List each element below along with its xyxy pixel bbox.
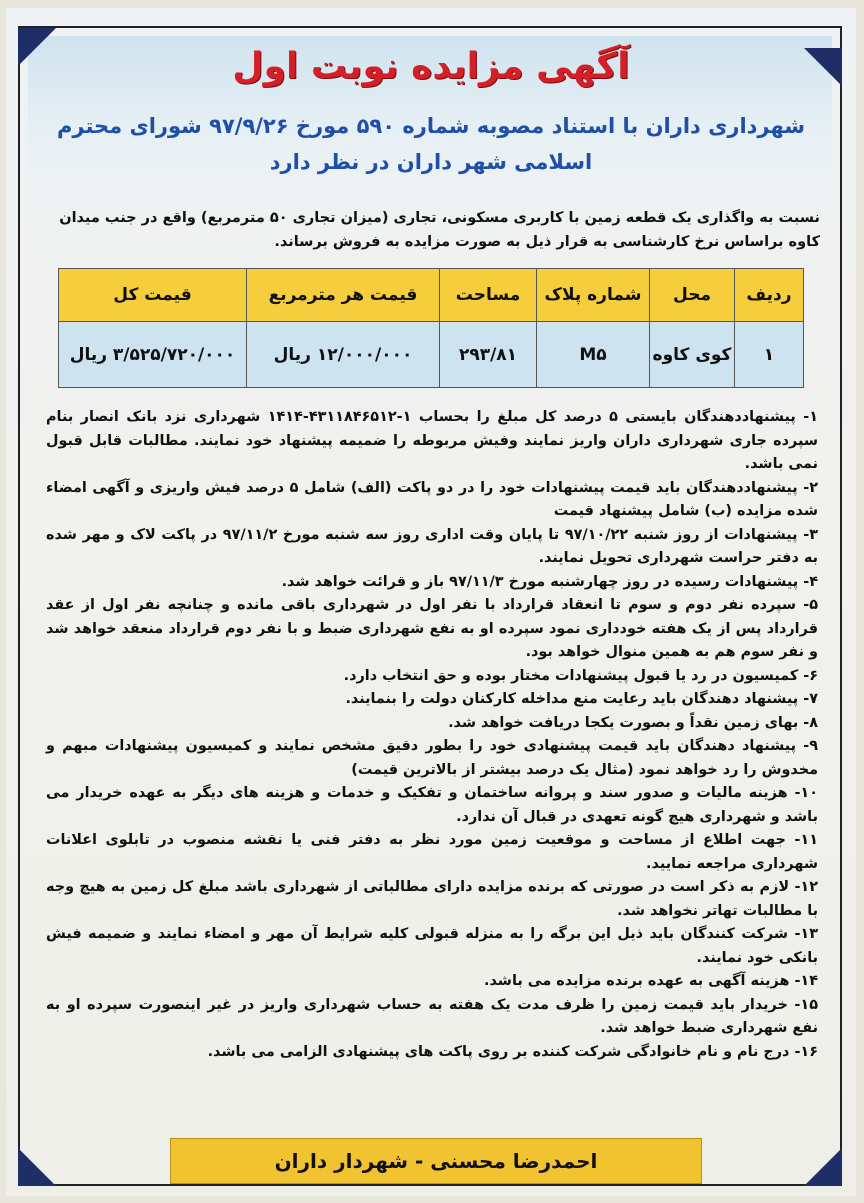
- term-item: ۱۱- جهت اطلاع از مساحت و موقعیت زمین مورد نظر به دفتر فنی یا نقشه منصوب در تابلوی اعلانات شهرداری مراجعه نمایید.: [46, 832, 818, 872]
- term-item: ۸- بهای زمین نقداً و بصورت یکجا دریافت خواهد شد.: [448, 714, 818, 731]
- col-header-unit-price: قیمت هر مترمربع: [247, 269, 440, 322]
- term-item: ۱۲- لازم به ذکر است در صورتی که برنده مزایده دارای مطالباتی از شهرداری باشد مبلغ کل زمین به هیچ وجه با مطالبات تهاتر نخواهد شد.: [46, 879, 818, 919]
- col-header-area: مساحت: [440, 269, 537, 322]
- col-header-row-number: ردیف: [735, 269, 804, 322]
- term-item: ۷- پیشنهاد دهندگان باید رعایت منع مداخله کارکنان دولت را بنمایند.: [345, 691, 818, 707]
- cell-total-price: ۳/۵۲۵/۷۲۰/۰۰۰ ریال: [59, 322, 247, 388]
- term-item: ۵- سپرده نفر دوم و سوم تا انعقاد قرارداد با نفر اول در شهرداری باقی مانده و چنانچه نفر اول از عقد قرارداد پس از یک هفته خودداری نمود سپرده او به نفع شهرداری ضبط و با نفر دوم قرارداد منعقد خواهد شد و نفر سوم هم به همین منوال خواهد بود.: [46, 597, 818, 660]
- corner-ornament-bottom-right: [804, 1148, 842, 1186]
- notice-page: [6, 8, 856, 1196]
- terms-list: [46, 406, 818, 1064]
- cell-plate: M۵: [537, 322, 650, 388]
- term-item: ۱۶- درج نام و نام خانوادگی شرکت کننده بر روی پاکت های پیشنهادی الزامی می باشد.: [207, 1043, 818, 1060]
- term-item: ۹- پیشنهاد دهندگان باید قیمت پیشنهادی خود را بطور دقیق مشخص نمایند و کمیسیون پیشنهادات مبهم و مخدوش را رد خواهد نمود (مثال یک درصد بیشتر از بالاترین قیمت): [46, 738, 818, 778]
- corner-ornament-bottom-left: [18, 1148, 56, 1186]
- signature-banner: احمدرضا محسنی - شهردار داران: [170, 1138, 702, 1184]
- col-header-total-price: قیمت کل: [59, 269, 247, 322]
- col-header-plate: شماره پلاک: [537, 269, 650, 322]
- term-item: ۳- پیشنهادات از روز شنبه ۹۷/۱۰/۲۲ تا پایان وقت اداری روز سه شنبه مورخ ۹۷/۱۱/۲ در پاکت لاک و مهر شده به دفتر حراست شهرداری تحویل نمایند.: [46, 526, 819, 566]
- term-item: ۴- پیشنهادات رسیده در روز چهارشنبه مورخ ۹۷/۱۱/۳ باز و قرائت خواهد شد.: [281, 573, 818, 590]
- table-header-row: [59, 269, 804, 322]
- notice-title: آگهی مزایده نوبت اول: [232, 46, 630, 87]
- notice-subtitle: شهرداری داران با استناد مصوبه شماره ۵۹۰ مورخ ۹۷/۹/۲۶ شورای محترم اسلامی شهر داران در نظر دارد: [57, 114, 805, 174]
- cell-row-number: ۱: [735, 322, 804, 388]
- cell-area: ۲۹۳/۸۱: [440, 322, 537, 388]
- term-item: ۲- پیشنهاددهندگان باید قیمت پیشنهادات خود را در دو پاکت (الف) شامل ۵ درصد فیش واریزی و آگهی امضاء شده مزایده (ب) شامل پیشنهاد قیمت: [46, 479, 818, 519]
- cell-unit-price: ۱۲/۰۰۰/۰۰۰ ریال: [247, 322, 440, 388]
- table-row: [59, 322, 804, 388]
- cell-location: کوی کاوه: [650, 322, 735, 388]
- term-item: ۱۰- هزینه مالیات و صدور سند و پروانه ساختمان و تفکیک و خدمات و هزینه های دیگر به عهده خریدار می باشد و شهرداری هیچ گونه تعهدی در قبال آن ندارد.: [46, 785, 818, 825]
- term-item: ۱۳- شرکت کنندگان باید ذیل این برگه را به منزله قبولی کلیه شرایط آن مهر و امضاء نمایند و ضمیمه فیش بانکی خود نمایند.: [46, 926, 818, 966]
- term-item: ۱۴- هزینه آگهی به عهده برنده مزایده می باشد.: [484, 973, 818, 989]
- auction-table: [58, 268, 804, 388]
- col-header-location: محل: [650, 269, 735, 322]
- term-item: ۱- پیشنهاددهندگان بایستی ۵ درصد کل مبلغ را بحساب ۱-۴۳۱۱۸۴۶۵۱۲-۱۴۱۴ شهرداری نزد بانک انصار بنام سپرده جاری شهرداری داران واریز نمایند وفیش مربوطه را ضمیمه پیشنهاد خود نمایند. مطالبات قابل قبول نمی باشد.: [46, 409, 818, 472]
- term-item: ۶- کمیسیون در رد یا قبول پیشنهادات مختار بوده و حق انتخاب دارد.: [343, 667, 818, 684]
- term-item: ۱۵- خریدار باید قیمت زمین را ظرف مدت یک هفته به حساب شهرداری واریز در غیر اینصورت سپرده او به نفع شهرداری ضبط خواهد شد.: [46, 996, 818, 1036]
- intro-paragraph: نسبت به واگذاری یک قطعه زمین با کاربری مسکونی، تجاری (میزان تجاری ۵۰ مترمربع) واقع در جنب میدان کاوه براساس نرخ کارشناسی به قرار ذیل به صورت مزایده به فروش برساند.: [59, 210, 820, 250]
